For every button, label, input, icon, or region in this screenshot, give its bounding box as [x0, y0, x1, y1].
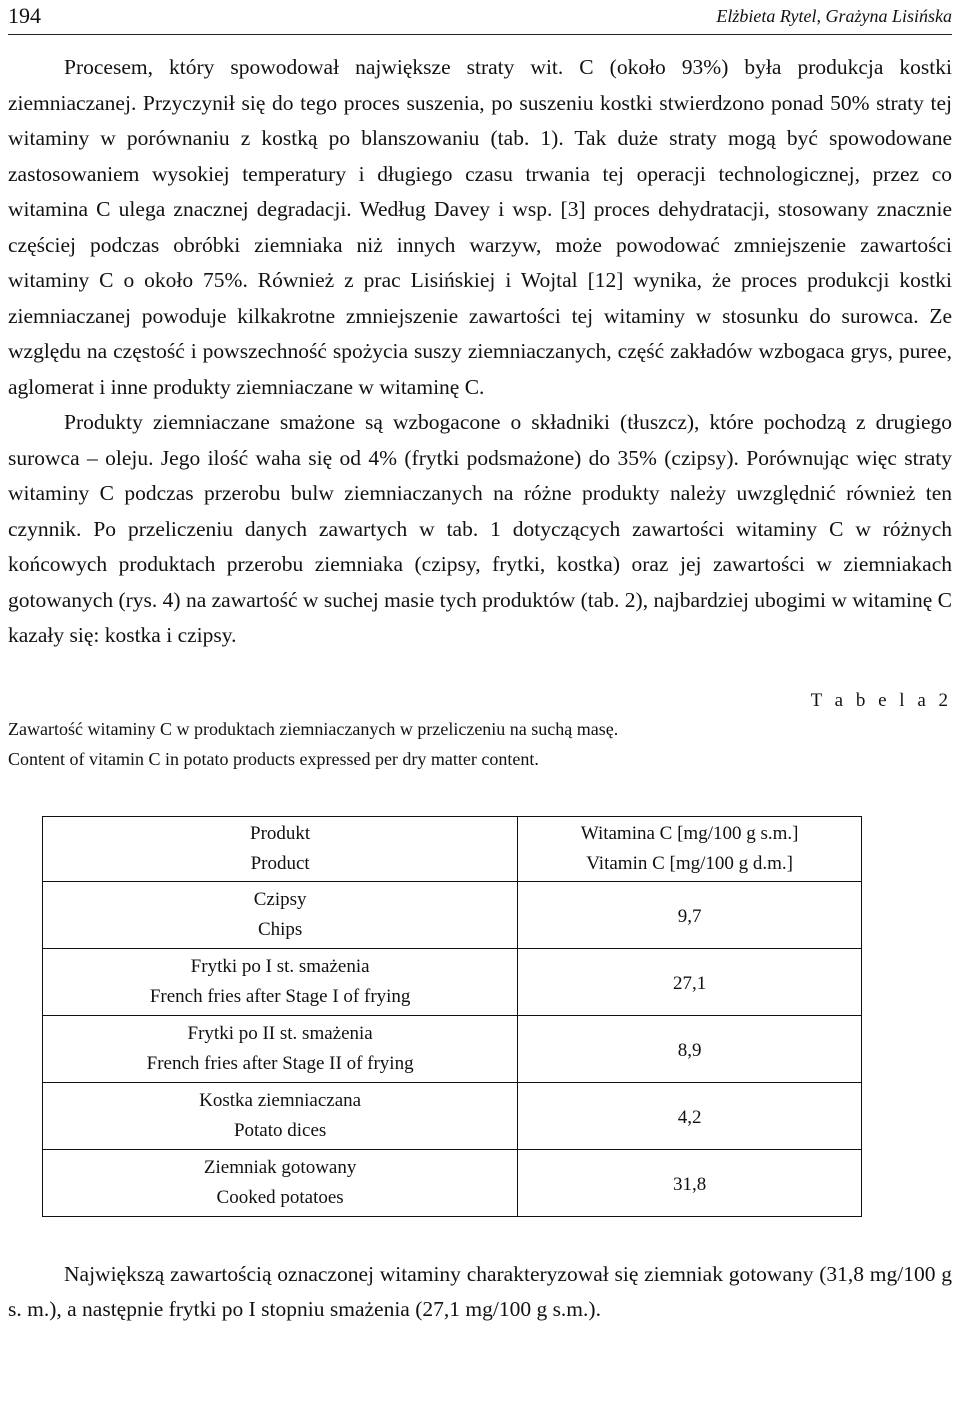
product-name-en: French fries after Stage II of frying [146, 1052, 414, 1074]
row-product [43, 1082, 518, 1149]
table-row [43, 948, 862, 1015]
table-row [43, 881, 862, 948]
product-name-en: Potato dices [233, 1119, 327, 1141]
vitamin-c-table [42, 816, 862, 1217]
table-label: T a b e l a 2 [810, 689, 952, 711]
table-captions [8, 714, 952, 774]
product-name-pl: Frytki po II st. smażenia [187, 1022, 373, 1044]
header-vitamin [518, 816, 862, 881]
product-name-en: French fries after Stage I of frying [149, 985, 411, 1007]
header-vitamin-en: Vitamin C [mg/100 g d.m.] [586, 852, 794, 874]
body-text [8, 50, 952, 654]
row-value: 4,2 [518, 1082, 862, 1149]
running-head-authors: Elżbieta Rytel, Grażyna Lisińska [716, 6, 952, 26]
header-product-pl: Produkt [250, 822, 311, 844]
row-value: 27,1 [518, 948, 862, 1015]
page-header [8, 0, 952, 35]
row-product [43, 881, 518, 948]
product-name-en: Chips [257, 918, 303, 940]
document-page [8, 0, 952, 1328]
closing-paragraph: Największą zawartością oznaczonej witaminy charakteryzował się ziemniak gotowany (31,8 mg/100 g s. m.), a następnie frytki po I stopniu smażenia (27,1 mg/100 g s.m.). [8, 1261, 952, 1321]
table-row [43, 1015, 862, 1082]
row-product [43, 1149, 518, 1216]
product-name-pl: Czipsy [253, 888, 307, 910]
table-caption-pl: Zawartość witaminy C w produktach ziemniaczanych w przeliczeniu na suchą masę. [8, 718, 619, 739]
row-value: 8,9 [518, 1015, 862, 1082]
product-name-pl: Frytki po I st. smażenia [190, 955, 370, 977]
page-number: 194 [8, 3, 41, 28]
product-name-pl: Kostka ziemniaczana [199, 1089, 362, 1111]
closing-text [8, 1257, 952, 1328]
table-header-row [43, 816, 862, 881]
table-caption-en: Content of vitamin C in potato products expressed per dry matter content. [8, 748, 539, 769]
header-product [43, 816, 518, 881]
row-product [43, 948, 518, 1015]
row-product [43, 1015, 518, 1082]
paragraph-1: Procesem, który spowodował największe straty wit. C (około 93%) była produkcja kostki ziemniaczanej. Przyczynił się do tego proces suszenia, po suszeniu kostki stwierdzono ponad 50% straty tej witaminy w porównaniu z kostką po blanszowaniu (tab. 1). Tak duże straty mogą być spowodowane zastosowaniem wysokiej temperatury i długiego czasu trwania tej operacji technologicznej, przez co witamina C ulega znacznej degradacji. Według Davey i wsp. [3] proces dehydratacji, stosowany znacznie częściej podczas obróbki ziemniaka niż innych warzyw, może powodować zmniejszenie zawartości witaminy C o około 75%. Również z prac Lisińskiej i Wojtal [12] wynika, że proces produkcji kostki ziemniaczanej powoduje kilkakrotne zmniejszenie zawartości tej witaminy w stosunku do surowca. Ze względu na częstość i powszechność spożycia suszy ziemniaczanych, część zakładów wzbogaca grys, puree, aglomerat i inne produkty ziemniaczane w witaminę C. [8, 55, 952, 399]
header-product-en: Product [250, 852, 310, 874]
header-vitamin-pl: Witamina C [mg/100 g s.m.] [580, 822, 799, 844]
row-value: 31,8 [518, 1149, 862, 1216]
row-value: 9,7 [518, 881, 862, 948]
paragraph-2: Produkty ziemniaczane smażone są wzbogacone o składniki (tłuszcz), które pochodzą z drugiego surowca – oleju. Jego ilość waha się od 4% (frytki podsmażone) do 35% (czipsy). Porównując więc straty witaminy C podczas przerobu bulw ziemniaczanych na różne produkty należy uwzględnić również ten czynnik. Po przeliczeniu danych zawartych w tab. 1 dotyczących zawartości witaminy C w różnych końcowych produktach przerobu ziemniaka (czipsy, frytki, kostka) oraz jej zawartości w ziemniakach gotowanych (rys. 4) na zawartość w suchej masie tych produktów (tab. 2), najbardziej ubogimi w witaminę C kazały się: kostka i czipsy. [8, 410, 952, 647]
product-name-pl: Ziemniak gotowany [203, 1156, 357, 1178]
product-name-en: Cooked potatoes [216, 1186, 344, 1208]
table-row [43, 1149, 862, 1216]
table-row [43, 1082, 862, 1149]
